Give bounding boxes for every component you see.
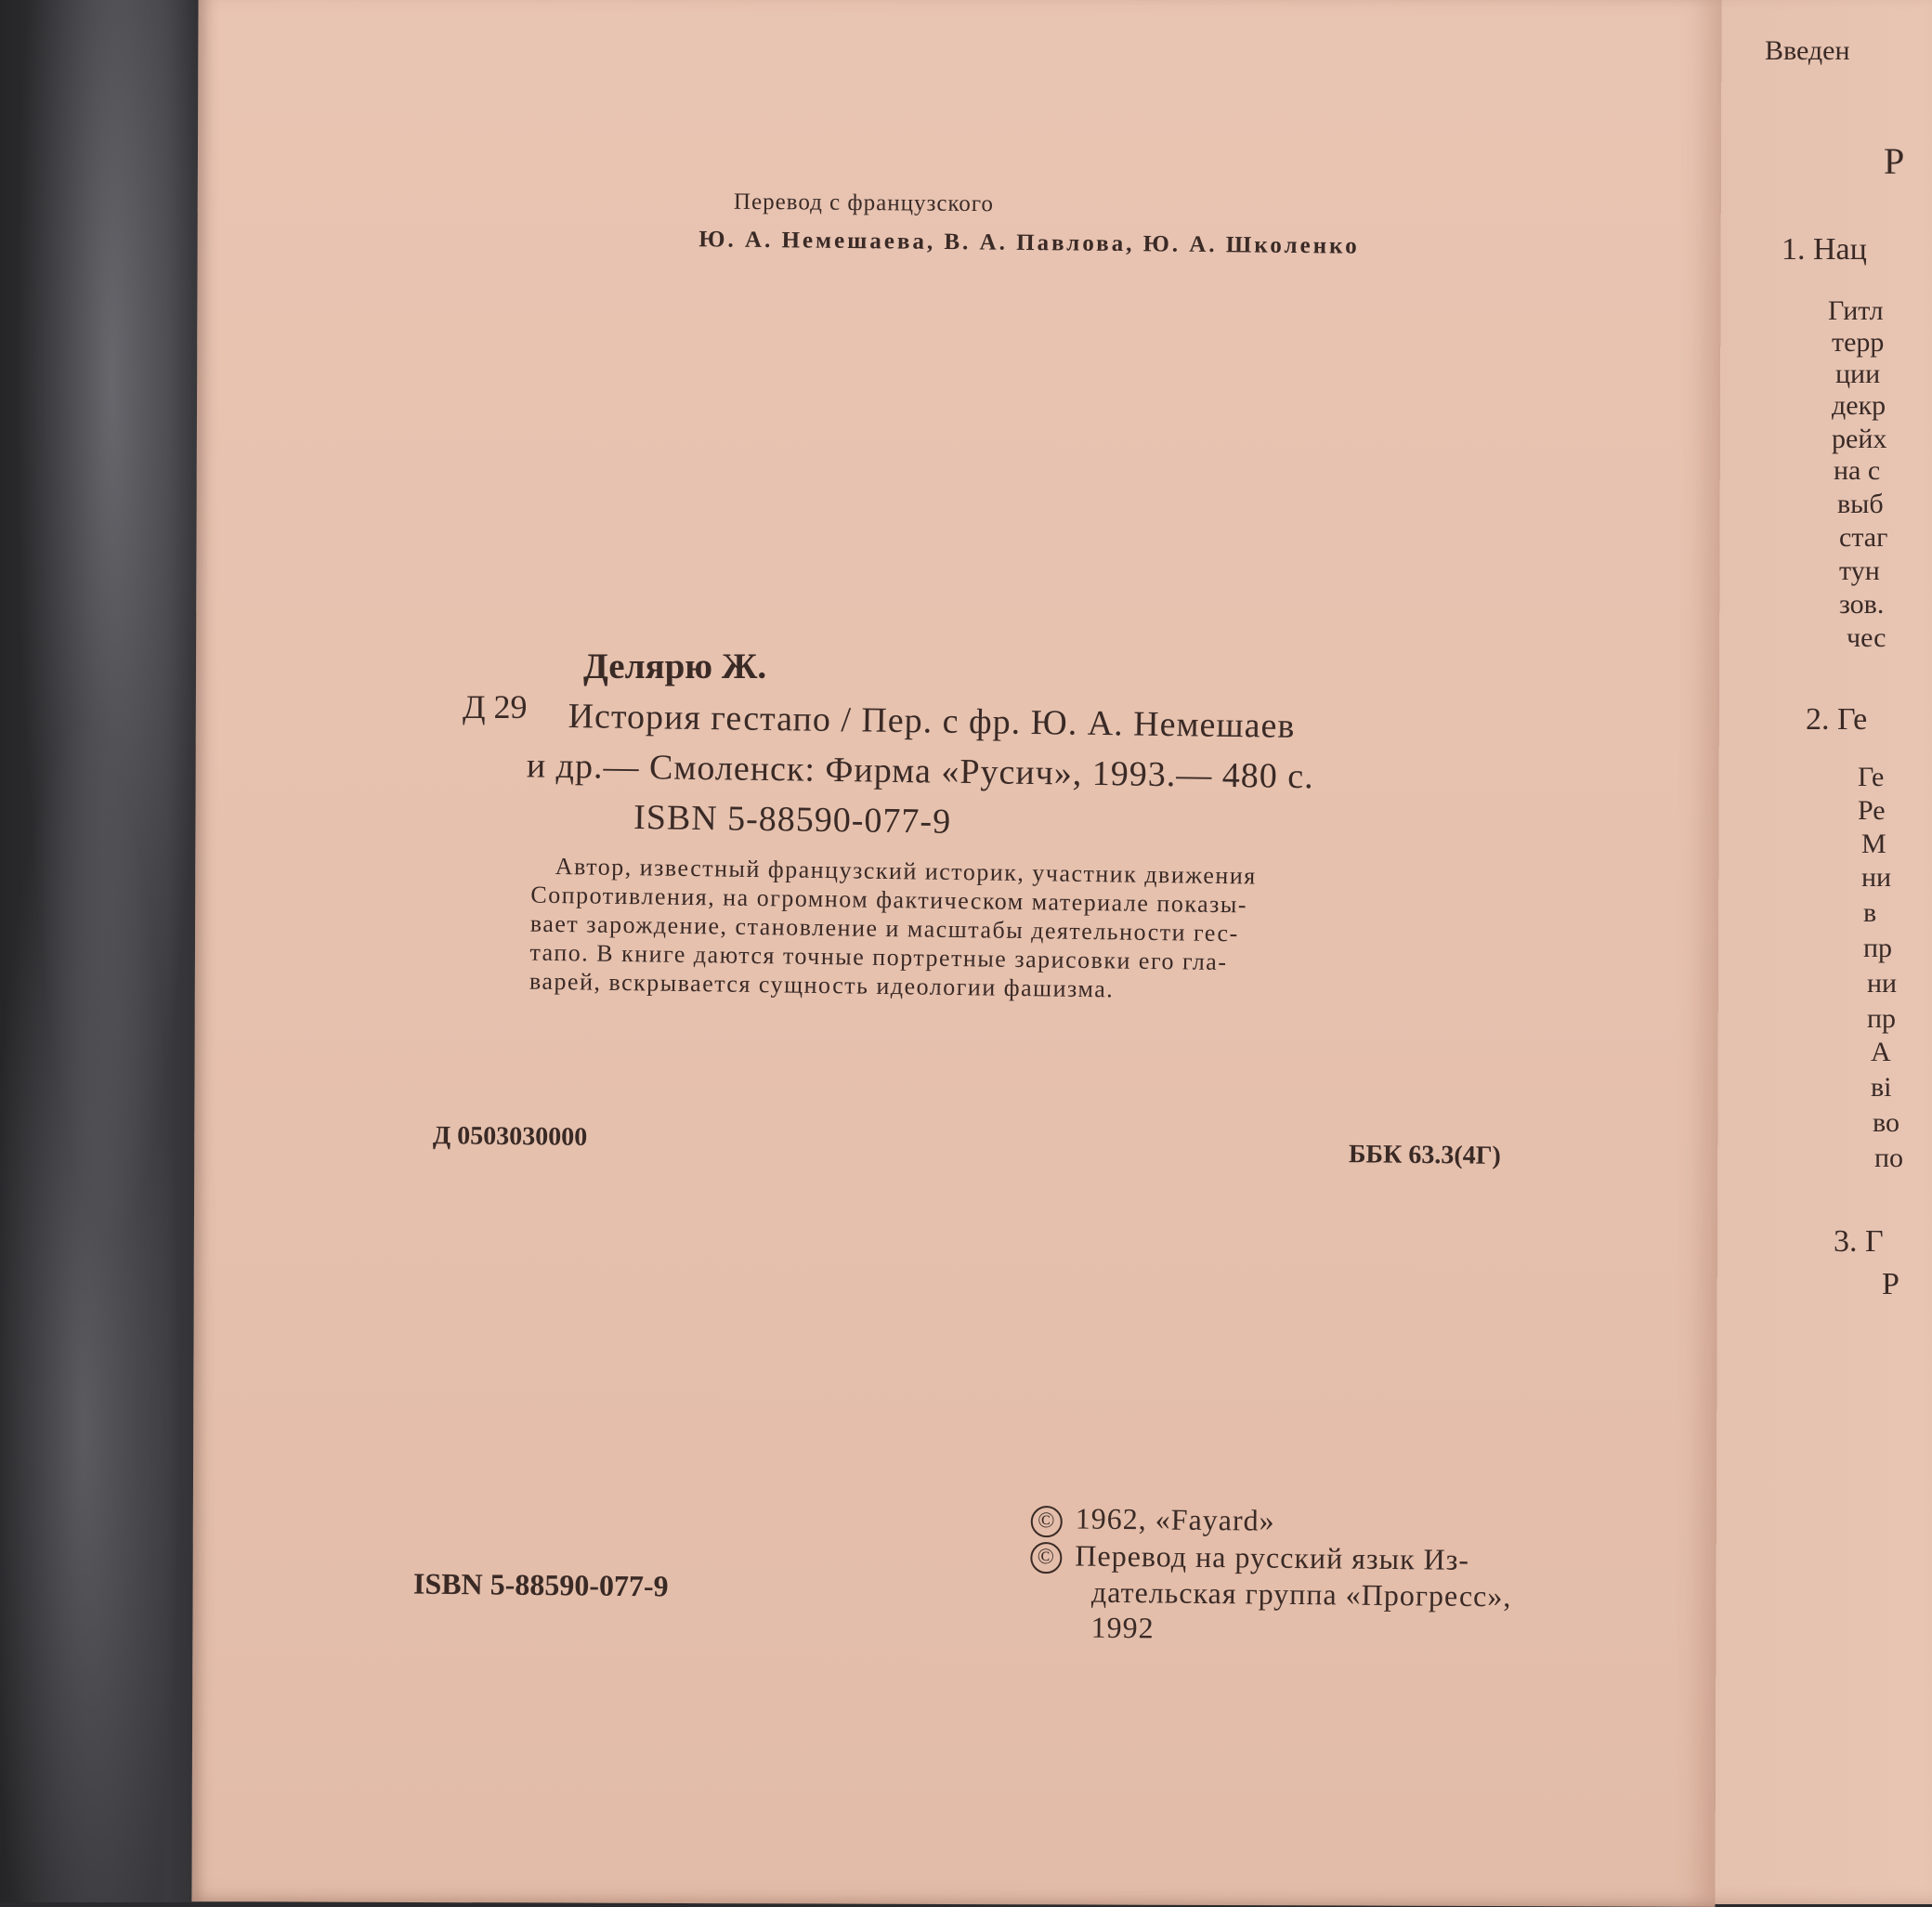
right-line: выб	[1837, 489, 1884, 519]
abstract-line: Сопротивления, на огромном фактическом материале показы-	[530, 881, 1248, 919]
copyright-block	[1029, 1500, 1512, 1650]
right-line: зов.	[1839, 589, 1885, 620]
biblio-line-2: и др.— Смоленск: Фирма «Русич», 1993.— 480 с.	[526, 746, 1314, 797]
right-line: Ре	[1858, 795, 1886, 826]
right-line: Гитл	[1828, 295, 1884, 326]
right-line: декр	[1832, 390, 1886, 421]
bbk-code: ББК 63.3(4Г)	[1348, 1140, 1501, 1170]
abstract-line: варей, вскрывается сущность идеологии фашизма.	[529, 967, 1115, 1003]
abstract-line: вает зарождение, становление и масштабы деятельности гес-	[529, 909, 1239, 947]
right-line: терр	[1832, 327, 1885, 358]
right-section-2: 2. Ге	[1806, 702, 1868, 737]
translation-line-1: Перевод с французского	[733, 189, 995, 217]
right-line: в	[1863, 897, 1877, 928]
abstract-line: Автор, известный французский историк, участник движения	[555, 852, 1257, 890]
right-section-1: 1. Нац	[1782, 232, 1867, 267]
right-line: на с	[1834, 455, 1881, 486]
catalog-code: Д 29	[463, 688, 528, 725]
author-name: Делярю Ж.	[583, 647, 767, 686]
copyright-text-2: Перевод на русский язык Из-	[1075, 1538, 1470, 1576]
right-line: по	[1874, 1143, 1904, 1173]
right-line: ві	[1871, 1072, 1892, 1103]
right-line: тун	[1839, 555, 1880, 586]
right-line: пр	[1863, 933, 1893, 963]
right-line: стаг	[1839, 522, 1888, 553]
right-line: ни	[1861, 862, 1892, 893]
copyright-icon: ©	[1030, 1542, 1062, 1574]
copyright-icon: ©	[1031, 1506, 1063, 1537]
abstract	[529, 852, 1257, 1006]
biblio-isbn: ISBN 5-88590-077-9	[633, 797, 952, 842]
right-line: ции	[1835, 359, 1881, 389]
right-line: М	[1861, 829, 1886, 859]
right-line: А	[1871, 1037, 1891, 1067]
biblio-line-1: История гестапо / Пер. с фр. Ю. А. Немешаев	[568, 696, 1296, 746]
bibliographic-entry	[526, 691, 1315, 852]
copyright-text-1: 1962, «Fayard»	[1075, 1501, 1275, 1537]
right-top-letter: Р	[1884, 140, 1905, 182]
abstract-line: тапо. В книге даются точные портретные зарисовки его гла-	[529, 938, 1228, 976]
right-line: во	[1873, 1107, 1899, 1138]
right-line: рейх	[1832, 424, 1887, 454]
translation-line-2: Ю. А. Немешаева, В. А. Павлова, Ю. А. Школенко	[698, 227, 1360, 259]
isbn-bottom: ISBN 5-88590-077-9	[412, 1566, 669, 1603]
right-header: Введен	[1765, 35, 1850, 66]
right-section-3: 3. Г	[1834, 1224, 1884, 1259]
copyright-line-1	[1031, 1500, 1513, 1542]
right-line: пр	[1867, 1003, 1897, 1034]
right-line: Ге	[1858, 762, 1885, 792]
copyright-line-2	[1030, 1537, 1512, 1579]
copyright-line-3: дательская группа «Прогресс»,	[1090, 1574, 1512, 1613]
d-code: Д 0503030000	[432, 1121, 588, 1152]
copyright-line-4: 1992	[1090, 1610, 1155, 1645]
right-line: чес	[1847, 622, 1886, 653]
right-line: ни	[1867, 968, 1898, 999]
right-section-3-letter: Р	[1882, 1267, 1899, 1301]
